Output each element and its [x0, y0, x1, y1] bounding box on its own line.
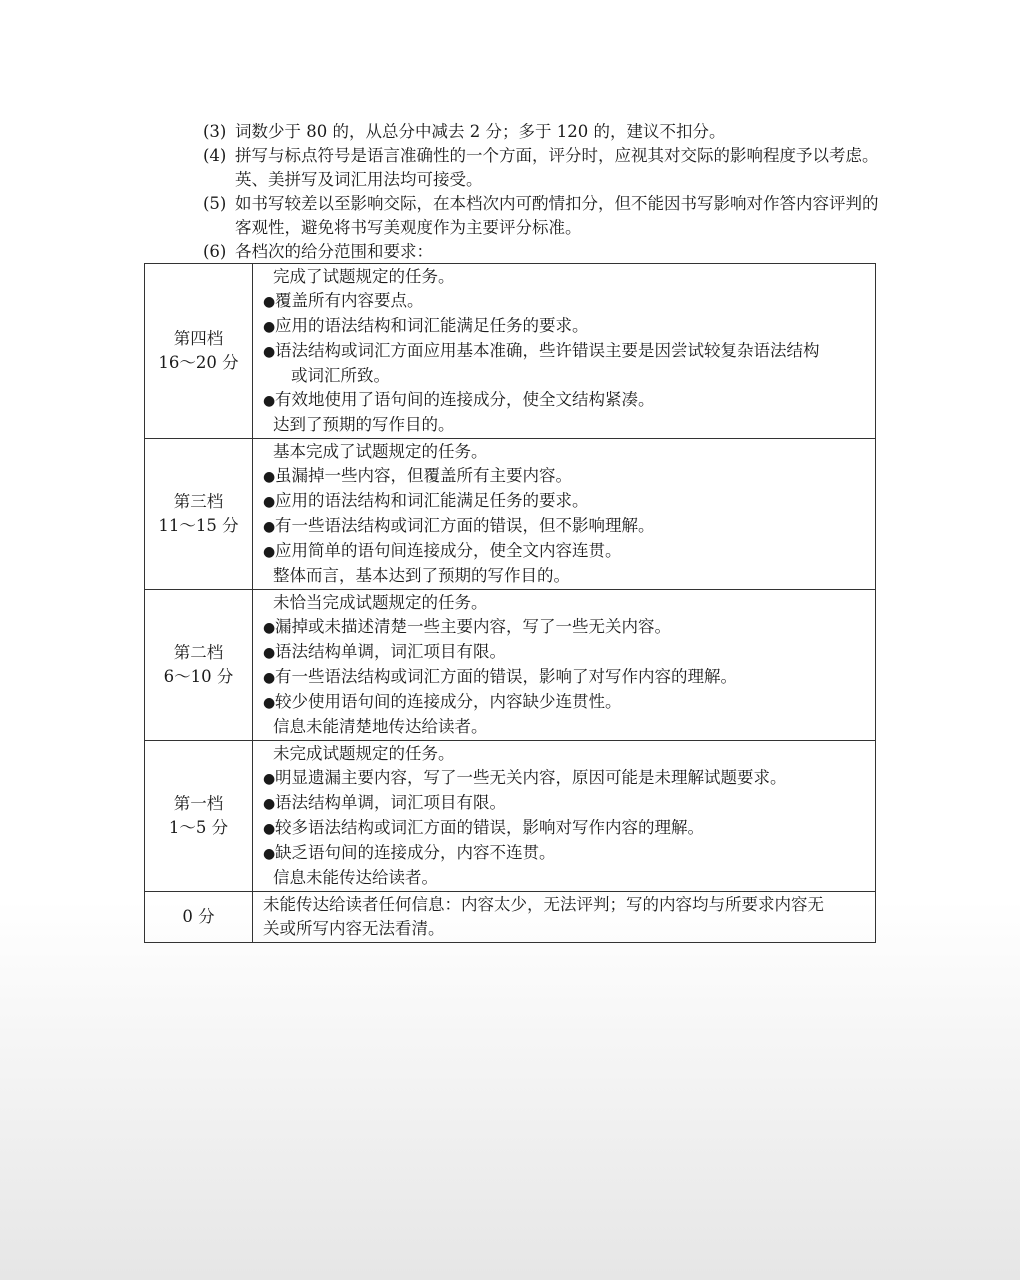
list-item: ●覆盖所有内容要点。 [263, 289, 867, 314]
list-item: ●较少使用语句间的连接成分，内容缺少连贯性。 [263, 690, 867, 715]
note-number: (4) [203, 146, 227, 165]
list-item-continuation: 或词汇所致。 [291, 366, 390, 385]
grade-name: 第三档 [173, 492, 224, 511]
grade-text-line: 关或所写内容无法看清。 [263, 919, 445, 938]
grade-text-line: 未能传达给读者任何信息：内容太少，无法评判；写的内容均与所要求内容无 [263, 895, 824, 914]
grading-table [144, 263, 876, 943]
note-number: (5) [203, 194, 227, 213]
bullet-icon: ● [263, 294, 276, 310]
bullet-icon: ● [263, 393, 276, 409]
bullet-icon: ● [263, 344, 276, 360]
note-number: (3) [203, 122, 227, 141]
bullet-icon: ● [263, 494, 276, 510]
list-item: ●有一些语法结构或词汇方面的错误，影响了对写作内容的理解。 [263, 665, 867, 690]
bullet-icon: ● [263, 771, 276, 787]
bullet-icon: ● [263, 670, 276, 686]
note-text: 拼写与标点符号是语言准确性的一个方面，评分时，应视其对交际的影响程度予以考虑。英、美拼写及词汇用法均可接受。 [235, 146, 879, 189]
bullet-icon: ● [263, 469, 276, 485]
grade-description [253, 741, 876, 892]
list-item: ●虽漏掉一些内容，但覆盖所有主要内容。 [263, 464, 867, 489]
grade-level-cell [145, 741, 253, 892]
bullet-icon: ● [263, 821, 276, 837]
grade-row-2 [145, 590, 876, 741]
list-item: ●应用的语法结构和词汇能满足任务的要求。 [263, 314, 867, 339]
grade-outro: 达到了预期的写作目的。 [273, 415, 455, 434]
grade-range: 16～20 分 [158, 353, 239, 372]
grade-name: 第二档 [173, 643, 224, 662]
bullet-icon: ● [263, 645, 276, 661]
list-item: ●有一些语法结构或词汇方面的错误，但不影响理解。 [263, 514, 867, 539]
grade-range: 6～10 分 [163, 667, 234, 686]
note-text: 词数少于 80 的，从总分中减去 2 分；多于 120 的，建议不扣分。 [235, 122, 726, 141]
grade-row-3 [145, 439, 876, 590]
note-text: 各档次的给分范围和要求： [235, 242, 433, 261]
note-number: (6) [203, 242, 227, 261]
bullet-icon: ● [263, 544, 276, 560]
note-text: 如书写较差以至影响交际，在本档次内可酌情扣分，但不能因书写影响对作答内容评判的客观性，避免将书写美观度作为主要评分标准。 [235, 194, 879, 237]
grade-intro: 未完成试题规定的任务。 [273, 744, 455, 763]
bullet-icon: ● [263, 796, 276, 812]
list-item: ●有效地使用了语句间的连接成分，使全文结构紧凑。 [263, 388, 867, 413]
note-3 [203, 120, 883, 144]
bullet-icon: ● [263, 620, 276, 636]
grade-name: 第一档 [173, 794, 224, 813]
grade-outro: 信息未能清楚地传达给读者。 [273, 717, 488, 736]
grade-description [253, 264, 876, 439]
grade-intro: 未恰当完成试题规定的任务。 [273, 593, 488, 612]
grade-outro: 信息未能传达给读者。 [273, 868, 438, 887]
note-4 [203, 144, 883, 192]
bullet-icon: ● [263, 695, 276, 711]
grade-row-1 [145, 741, 876, 892]
grade-row-4 [145, 264, 876, 439]
grade-level-cell [145, 590, 253, 741]
list-item: ●应用的语法结构和词汇能满足任务的要求。 [263, 489, 867, 514]
list-item: ●缺乏语句间的连接成分，内容不连贯。 [263, 841, 867, 866]
grade-range: 1～5 分 [168, 818, 229, 837]
grade-outro: 整体而言，基本达到了预期的写作目的。 [273, 566, 570, 585]
grade-level-cell [145, 264, 253, 439]
grade-description [253, 439, 876, 590]
note-6 [203, 240, 883, 264]
list-item: ●语法结构或词汇方面应用基本准确，些许错误主要是因尝试较复杂语法结构 [263, 339, 867, 364]
grade-description [253, 590, 876, 741]
grade-intro: 完成了试题规定的任务。 [273, 267, 455, 286]
grade-row-0 [145, 892, 876, 943]
bullet-icon: ● [263, 519, 276, 535]
grade-level-cell [145, 439, 253, 590]
grade-range: 11～15 分 [158, 516, 239, 535]
list-item: ●应用简单的语句间连接成分，使全文内容连贯。 [263, 539, 867, 564]
list-item: ●明显遗漏主要内容，写了一些无关内容，原因可能是未理解试题要求。 [263, 766, 867, 791]
grade-level-cell [145, 892, 253, 943]
grade-name: 第四档 [173, 329, 224, 348]
note-5 [203, 192, 883, 240]
list-item: ●漏掉或未描述清楚一些主要内容，写了一些无关内容。 [263, 615, 867, 640]
list-item: ●语法结构单调，词汇项目有限。 [263, 791, 867, 816]
grade-name: 0 分 [182, 907, 215, 926]
bullet-icon: ● [263, 319, 276, 335]
grade-intro: 基本完成了试题规定的任务。 [273, 442, 488, 461]
list-item: ●较多语法结构或词汇方面的错误，影响对写作内容的理解。 [263, 816, 867, 841]
grade-description [253, 892, 876, 943]
list-item: ●语法结构单调，词汇项目有限。 [263, 640, 867, 665]
bullet-icon: ● [263, 846, 276, 862]
scoring-notes [203, 120, 883, 264]
